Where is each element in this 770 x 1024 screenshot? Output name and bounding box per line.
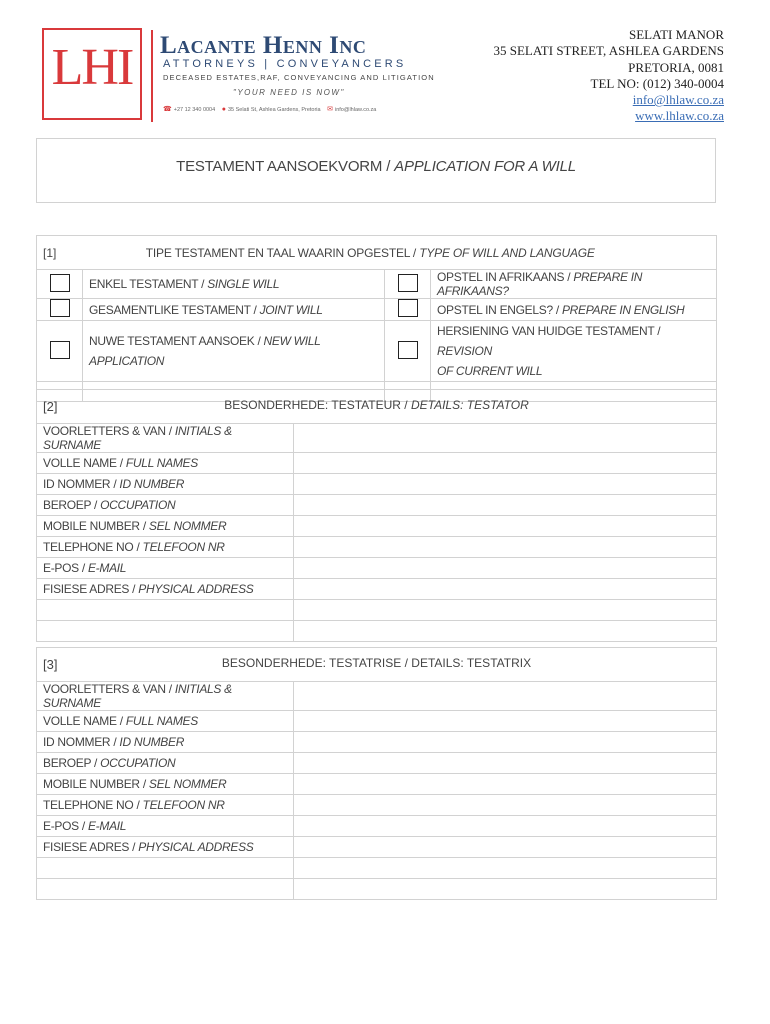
contact-email: info@lhlaw.co.za	[335, 107, 377, 113]
section-2-title: BESONDERHEDE: TESTATEUR / DETAILS: TESTATOR	[224, 398, 529, 412]
firm-address	[493, 27, 724, 125]
revision-checkbox[interactable]	[398, 341, 418, 359]
testator-occupation-field[interactable]	[294, 495, 717, 516]
logo-monogram: LHI	[51, 39, 133, 96]
form-title-box	[36, 138, 716, 203]
testator-telephone-field[interactable]	[294, 537, 717, 558]
empty-cell	[37, 879, 294, 900]
testatrix-address-field-3[interactable]	[294, 879, 717, 900]
empty-cell	[37, 858, 294, 879]
testatrix-address-field[interactable]	[294, 837, 717, 858]
section-3-title: BESONDERHEDE: TESTATRISE / DETAILS: TESTATRIX	[221, 656, 532, 670]
english-checkbox-cell	[385, 299, 431, 321]
section-2-table	[36, 389, 717, 642]
website-link[interactable]: www.lhlaw.co.za	[635, 108, 724, 124]
testator-address-field-3[interactable]	[294, 621, 717, 642]
new-will-label: NUWE TESTAMENT AANSOEK / NEW WILL APPLICATION	[83, 321, 385, 382]
section-3-number: [3]	[43, 657, 58, 672]
prepare-english-checkbox[interactable]	[398, 299, 418, 317]
single-will-checkbox[interactable]	[50, 274, 70, 292]
prepare-afrikaans-checkbox[interactable]	[398, 274, 418, 292]
testatrix-email-field[interactable]	[294, 816, 717, 837]
testatrix-initials-field[interactable]	[294, 682, 717, 711]
email-link[interactable]: info@lhlaw.co.za	[632, 92, 724, 108]
address-line-1: SELATI MANOR	[629, 27, 724, 42]
section-3-header	[37, 648, 717, 682]
testator-id-label: ID NOMMER / ID NUMBER	[37, 474, 294, 495]
joint-will-label: GESAMENTLIKE TESTAMENT / JOINT WILL	[83, 299, 385, 321]
testator-address-label: FISIESE ADRES / PHYSICAL ADDRESS	[37, 579, 294, 600]
testator-address-field-2[interactable]	[294, 600, 717, 621]
logo-divider	[151, 30, 153, 122]
firm-tagline: ATTORNEYS | CONVEYANCERS	[163, 58, 407, 70]
testatrix-initials-label: VOORLETTERS & VAN / INITIALS & SURNAME	[37, 682, 294, 711]
single-will-checkbox-cell	[37, 270, 83, 299]
testatrix-email-label: E-POS / E-MAIL	[37, 816, 294, 837]
section-2-header	[37, 390, 717, 424]
testatrix-occupation-field[interactable]	[294, 753, 717, 774]
mail-icon: ✉	[327, 106, 333, 113]
phone-icon: ☎	[163, 106, 172, 113]
form-title-en: APPLICATION FOR A WILL	[394, 158, 576, 175]
section-2-number: [2]	[43, 399, 58, 414]
testator-email-field[interactable]	[294, 558, 717, 579]
testatrix-telephone-label: TELEPHONE NO / TELEFOON NR	[37, 795, 294, 816]
testator-initials-label: VOORLETTERS & VAN / INITIALS & SURNAME	[37, 424, 294, 453]
section-1-title-af: TIPE TESTAMENT EN TAAL WAARIN OPGESTEL /	[145, 245, 417, 260]
prepare-english-label: OPSTEL IN ENGELS? / PREPARE IN ENGLISH	[431, 299, 717, 321]
firm-name: Lacante Henn Inc	[160, 32, 367, 59]
revision-label: HERSIENING VAN HUIDGE TESTAMENT / REVISION OF CURRENT WILL	[431, 321, 717, 382]
testator-telephone-label: TELEPHONE NO / TELEFOON NR	[37, 537, 294, 558]
testatrix-id-label: ID NOMMER / ID NUMBER	[37, 732, 294, 753]
testatrix-mobile-label: MOBILE NUMBER / SEL NOMMER	[37, 774, 294, 795]
testator-initials-field[interactable]	[294, 424, 717, 453]
testator-mobile-field[interactable]	[294, 516, 717, 537]
address-tel: TEL NO: (012) 340-0004	[590, 75, 724, 91]
firm-logo	[42, 28, 142, 120]
afrikaans-checkbox-cell	[385, 270, 431, 299]
revision-checkbox-cell	[385, 321, 431, 382]
testator-occupation-label: BEROEP / OCCUPATION	[37, 495, 294, 516]
section-3-table	[36, 647, 717, 900]
firm-contacts	[163, 105, 376, 113]
testatrix-address-label: FISIESE ADRES / PHYSICAL ADDRESS	[37, 837, 294, 858]
testator-email-label: E-POS / E-MAIL	[37, 558, 294, 579]
address-line-2: 35 SELATI STREET, ASHLEA GARDENS	[493, 43, 724, 59]
empty-cell	[37, 600, 294, 621]
testatrix-telephone-field[interactable]	[294, 795, 717, 816]
section-1-number: [1]	[37, 236, 83, 270]
testatrix-fullnames-field[interactable]	[294, 711, 717, 732]
testator-mobile-label: MOBILE NUMBER / SEL NOMMER	[37, 516, 294, 537]
contact-address: 35 Selati St, Ashlea Gardens, Pretoria	[227, 107, 321, 113]
new-will-checkbox[interactable]	[50, 341, 70, 359]
address-line-3: PRETORIA, 0081	[628, 59, 724, 75]
testatrix-fullnames-label: VOLLE NAME / FULL NAMES	[37, 711, 294, 732]
contact-phone: +27 12 340 0004	[173, 107, 216, 113]
empty-cell	[37, 621, 294, 642]
testator-id-field[interactable]	[294, 474, 717, 495]
new-will-checkbox-cell	[37, 321, 83, 382]
firm-services: DECEASED ESTATES,RAF, CONVEYANCING AND LITIGATION	[163, 73, 435, 82]
location-pin-icon: ●	[221, 106, 226, 113]
section-1-header	[37, 236, 717, 270]
form-title-af: TESTAMENT AANSOEKVORM /	[176, 158, 391, 175]
testatrix-id-field[interactable]	[294, 732, 717, 753]
testatrix-address-field-2[interactable]	[294, 858, 717, 879]
joint-will-checkbox[interactable]	[50, 299, 70, 317]
testator-fullnames-field[interactable]	[294, 453, 717, 474]
testatrix-occupation-label: BEROEP / OCCUPATION	[37, 753, 294, 774]
testatrix-mobile-field[interactable]	[294, 774, 717, 795]
testator-address-field[interactable]	[294, 579, 717, 600]
form-title	[37, 158, 715, 175]
firm-slogan: "YOUR NEED IS NOW"	[233, 88, 345, 97]
section-1-title	[83, 236, 717, 270]
prepare-afrikaans-label: OPSTEL IN AFRIKAANS / PREPARE IN AFRIKAANS?	[431, 270, 717, 299]
section-1-title-en: TYPE OF WILL AND LANGUAGE	[419, 245, 595, 260]
single-will-label: ENKEL TESTAMENT / SINGLE WILL	[83, 270, 385, 299]
section-1-table	[36, 235, 717, 402]
testator-fullnames-label: VOLLE NAME / FULL NAMES	[37, 453, 294, 474]
joint-will-checkbox-cell	[37, 299, 83, 321]
